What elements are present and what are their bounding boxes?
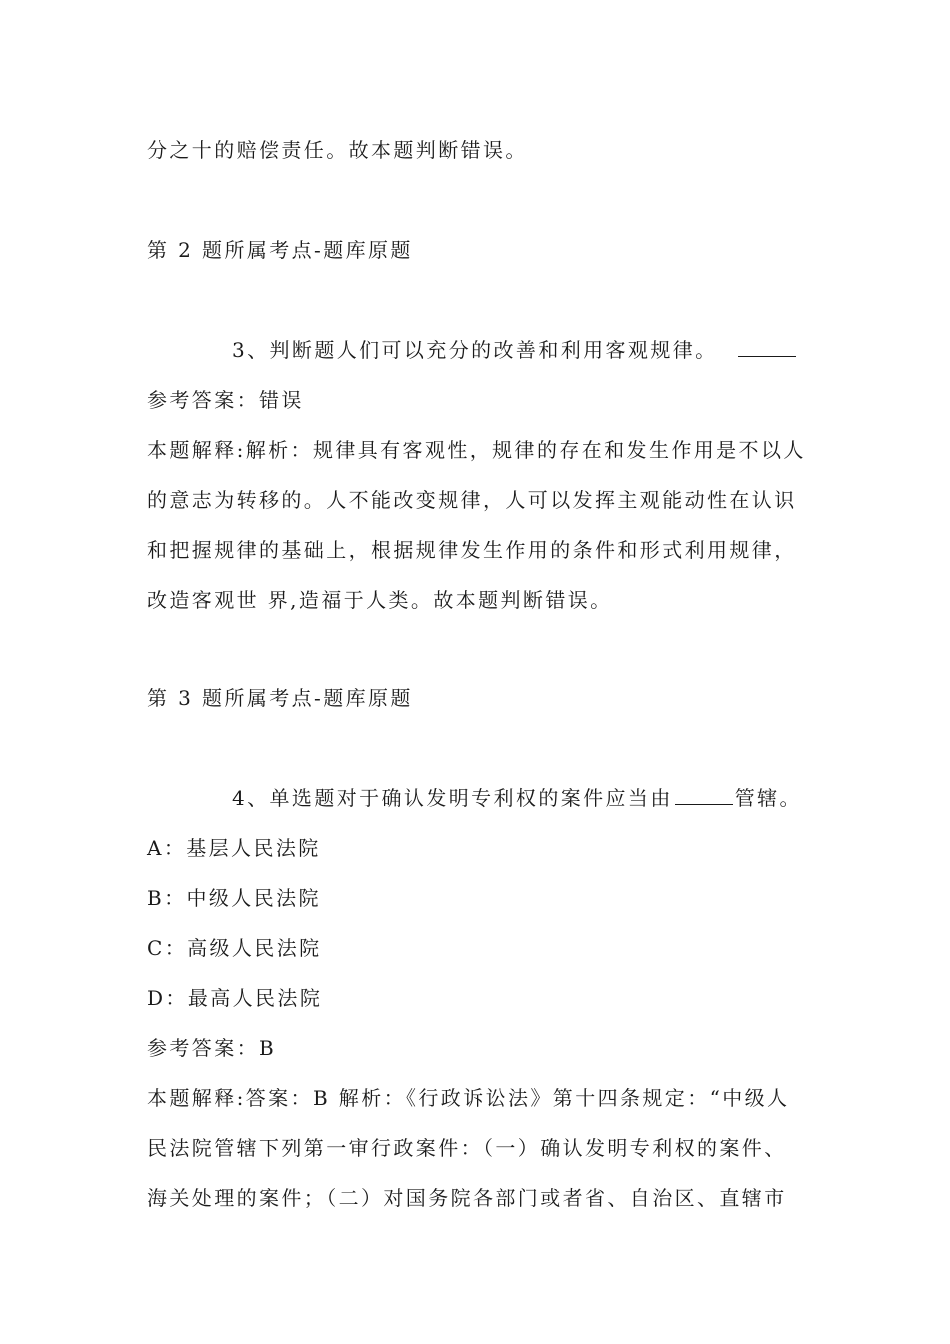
option-b: B：中级人民法院 xyxy=(147,886,321,910)
explanation-line: 民法院管辖下列第一审行政案件：（一）确认发明专利权的案件、 xyxy=(147,1136,787,1160)
question-4 xyxy=(232,784,802,812)
explanation-line: 和把握规律的基础上，根据规律发生作用的条件和形式利用规律， xyxy=(147,538,797,562)
section-label: 第 2 题所属考点-题库原题 xyxy=(147,238,413,262)
question-3 xyxy=(232,336,798,364)
explanation-line: 的意志为转移的。人不能改变规律，人可以发挥主观能动性在认识 xyxy=(147,488,797,512)
explanation-line: 本题解释:解析：规律具有客观性，规律的存在和发生作用是不以人 xyxy=(147,438,806,462)
question-text-tail: 管辖。 xyxy=(734,786,802,810)
explanation-line: 海关处理的案件；（二）对国务院各部门或者省、自治区、直辖市 xyxy=(147,1186,787,1210)
explanation-line: 本题解释:答案：B 解析：《行政诉讼法》第十四条规定：“中级人 xyxy=(147,1086,790,1110)
answer-blank xyxy=(675,786,733,805)
text-line: 分之十的赔偿责任。故本题判断错误。 xyxy=(147,138,528,162)
answer-line: 参考答案：错误 xyxy=(147,388,304,412)
answer-blank xyxy=(738,338,796,357)
question-text: 4、单选题对于确认发明专利权的案件应当由 xyxy=(232,786,673,810)
answer-line: 参考答案：B xyxy=(147,1036,277,1060)
option-c: C：高级人民法院 xyxy=(147,936,322,960)
explanation-line: 改造客观世 界,造福于人类。故本题判断错误。 xyxy=(147,588,613,612)
option-d: D：最高人民法院 xyxy=(147,986,323,1010)
option-a: A：基层人民法院 xyxy=(147,836,321,860)
section-label: 第 3 题所属考点-题库原题 xyxy=(147,686,413,710)
question-text: 3、判断题人们可以充分的改善和利用客观规律。 xyxy=(232,338,718,362)
